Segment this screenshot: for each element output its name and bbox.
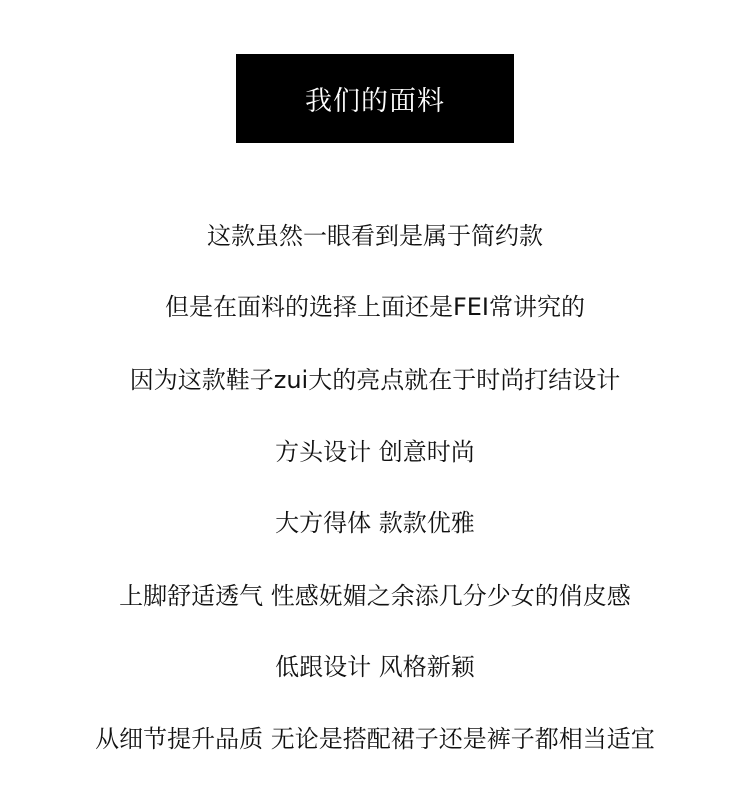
description-line-4: 方头设计 创意时尚	[275, 438, 475, 466]
description-line-2: 但是在面料的选择上面还是FEI常讲究的	[164, 293, 586, 321]
description-line-1: 这款虽然一眼看到是属于简约款	[207, 222, 543, 250]
description-line-5: 大方得体 款款优雅	[275, 509, 475, 537]
description-line-7: 低跟设计 风格新颖	[275, 653, 475, 681]
page-title: 我们的面料	[305, 86, 445, 117]
description-line-6: 上脚舒适透气 性感妩媚之余添几分少女的俏皮感	[119, 582, 631, 610]
description-line-3: 因为这款鞋子zui大的亮点就在于时尚打结设计	[129, 366, 621, 394]
title-banner	[236, 54, 514, 143]
description-line-8: 从细节提升品质 无论是搭配裙子还是裤子都相当适宜	[95, 725, 655, 753]
